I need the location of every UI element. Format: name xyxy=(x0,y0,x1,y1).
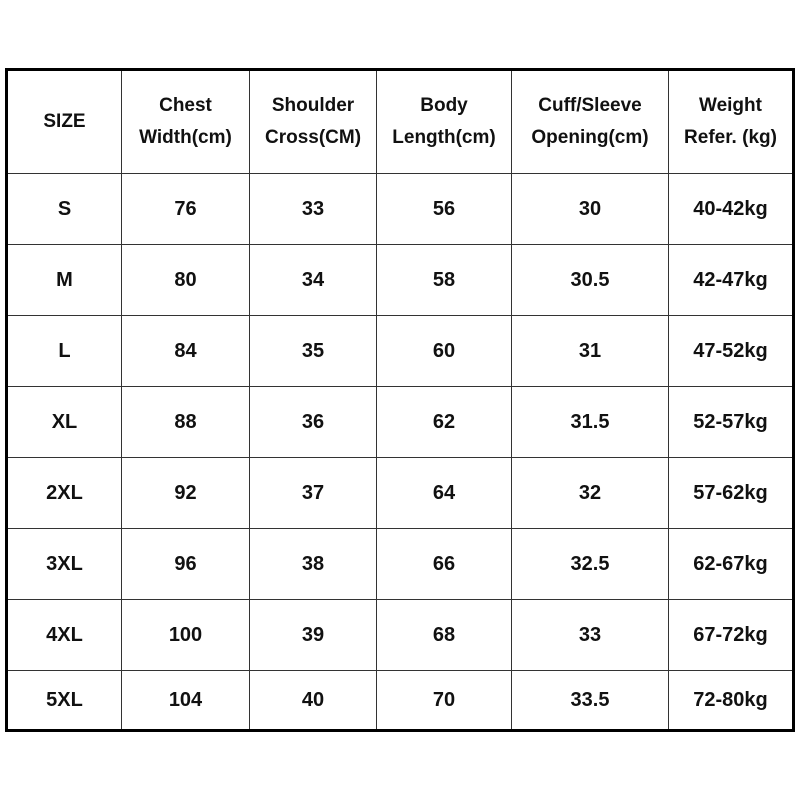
cell-size: L xyxy=(7,316,122,387)
cell-shoulder-cross: 39 xyxy=(250,600,377,671)
cell-weight-reference: 62-67kg xyxy=(669,529,794,600)
cell-shoulder-cross: 38 xyxy=(250,529,377,600)
cell-body-length: 70 xyxy=(377,671,512,731)
cell-cuff-sleeve-opening: 31 xyxy=(512,316,669,387)
cell-size: 2XL xyxy=(7,458,122,529)
cell-size: 3XL xyxy=(7,529,122,600)
cell-chest-width: 92 xyxy=(122,458,250,529)
cell-size: M xyxy=(7,245,122,316)
header-size xyxy=(7,70,122,174)
cell-cuff-sleeve-opening: 33.5 xyxy=(512,671,669,731)
header-chest-width xyxy=(122,70,250,174)
cell-cuff-sleeve-opening: 31.5 xyxy=(512,387,669,458)
cell-cuff-sleeve-opening: 32 xyxy=(512,458,669,529)
cell-weight-reference: 42-47kg xyxy=(669,245,794,316)
cell-cuff-sleeve-opening: 32.5 xyxy=(512,529,669,600)
table-row-m xyxy=(7,245,794,316)
cell-cuff-sleeve-opening: 33 xyxy=(512,600,669,671)
header-weight-reference xyxy=(669,70,794,174)
header-chest-width-line-1: Chest xyxy=(159,95,212,116)
cell-size: S xyxy=(7,174,122,245)
cell-chest-width: 76 xyxy=(122,174,250,245)
header-size-label: SIZE xyxy=(43,111,86,132)
cell-weight-reference: 52-57kg xyxy=(669,387,794,458)
cell-chest-width: 88 xyxy=(122,387,250,458)
cell-chest-width: 84 xyxy=(122,316,250,387)
cell-weight-reference: 67-72kg xyxy=(669,600,794,671)
cell-shoulder-cross: 40 xyxy=(250,671,377,731)
cell-cuff-sleeve-opening: 30.5 xyxy=(512,245,669,316)
cell-body-length: 62 xyxy=(377,387,512,458)
cell-weight-reference: 47-52kg xyxy=(669,316,794,387)
table-row-2xl xyxy=(7,458,794,529)
table-row-4xl xyxy=(7,600,794,671)
header-shoulder-cross-line-2: Cross(CM) xyxy=(264,127,362,148)
cell-cuff-sleeve-opening: 30 xyxy=(512,174,669,245)
table-row-s xyxy=(7,174,794,245)
cell-body-length: 56 xyxy=(377,174,512,245)
cell-shoulder-cross: 37 xyxy=(250,458,377,529)
cell-body-length: 64 xyxy=(377,458,512,529)
cell-size: XL xyxy=(7,387,122,458)
table-row-5xl xyxy=(7,671,794,731)
cell-weight-reference: 40-42kg xyxy=(669,174,794,245)
header-chest-width-line-2: Width(cm) xyxy=(139,127,232,148)
cell-size: 4XL xyxy=(7,600,122,671)
header-shoulder-cross xyxy=(250,70,377,174)
size-chart-table xyxy=(5,68,795,732)
cell-weight-reference: 57-62kg xyxy=(669,458,794,529)
cell-weight-reference: 72-80kg xyxy=(669,671,794,731)
cell-chest-width: 96 xyxy=(122,529,250,600)
cell-chest-width: 104 xyxy=(122,671,250,731)
header-weight-reference-line-2: Refer. (kg) xyxy=(684,127,777,148)
header-weight-reference-line-1: Weight xyxy=(699,95,762,116)
cell-shoulder-cross: 34 xyxy=(250,245,377,316)
cell-size: 5XL xyxy=(7,671,122,731)
header-body-length-line-2: Length(cm) xyxy=(392,127,496,148)
table-row-xl xyxy=(7,387,794,458)
cell-chest-width: 100 xyxy=(122,600,250,671)
cell-shoulder-cross: 33 xyxy=(250,174,377,245)
cell-shoulder-cross: 36 xyxy=(250,387,377,458)
cell-body-length: 58 xyxy=(377,245,512,316)
cell-chest-width: 80 xyxy=(122,245,250,316)
table-row-l xyxy=(7,316,794,387)
header-shoulder-cross-line-1: Shoulder xyxy=(271,95,355,116)
cell-body-length: 66 xyxy=(377,529,512,600)
header-cuff-sleeve-opening-line-1: Cuff/Sleeve xyxy=(538,95,642,116)
header-cuff-sleeve-opening xyxy=(512,70,669,174)
cell-body-length: 68 xyxy=(377,600,512,671)
table-row-3xl xyxy=(7,529,794,600)
cell-shoulder-cross: 35 xyxy=(250,316,377,387)
header-row xyxy=(7,70,794,174)
header-body-length-line-1: Body xyxy=(420,95,468,116)
header-cuff-sleeve-opening-line-2: Opening(cm) xyxy=(531,127,649,148)
cell-body-length: 60 xyxy=(377,316,512,387)
header-body-length xyxy=(377,70,512,174)
